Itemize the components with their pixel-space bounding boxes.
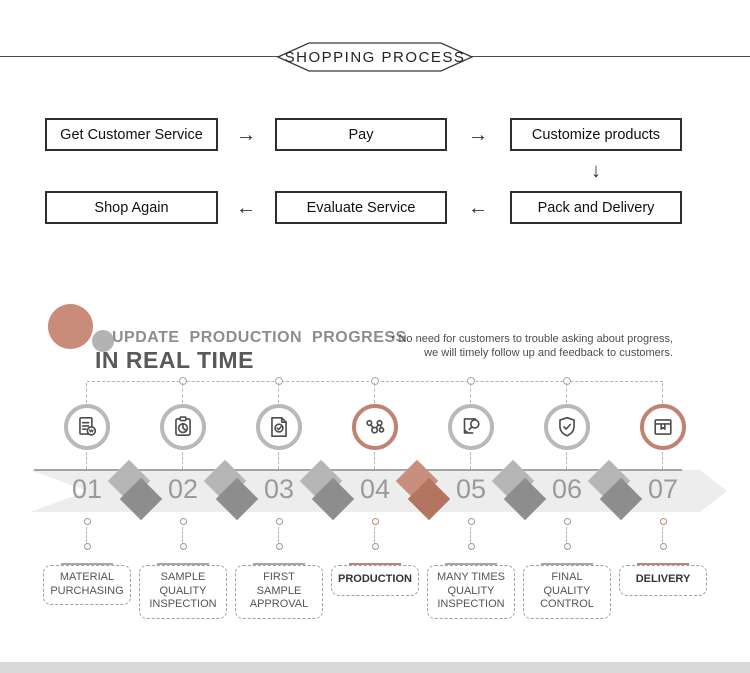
step-label-sample-quality-inspection [139,565,227,619]
timeline-vertical-dash [182,452,183,469]
step-number-07: 07 [647,474,679,504]
step-icon-ring-02 [160,404,206,450]
connector-dash [278,527,279,542]
connector-dot-top [468,518,475,525]
document-list-icon [74,414,100,440]
timeline-vertical-dash [374,383,375,403]
step-number-01: 01 [71,474,103,504]
timeline-vertical-dash [86,383,87,403]
connector-dash [374,527,375,542]
arrow-down-icon: ↓ [591,160,601,182]
arrow-right-icon: → [236,124,256,146]
connector-dash [470,527,471,542]
timeline-vertical-dash [278,452,279,469]
connector-dot-bottom [180,543,187,550]
step-label-final-quality-control [523,565,611,619]
arrow-left-icon: ← [236,197,256,219]
timeline-vertical-dash [86,452,87,469]
banner-hexagon [277,41,473,73]
progress-heading-line1: UPDATE PRODUCTION PROGRESS [112,329,407,346]
step-label-line: QUALITY [543,584,591,597]
timeline-junction-dot [275,377,283,385]
document-search-icon [458,414,484,440]
step-label-many times-quality-inspection [427,565,515,619]
step-label-production [331,565,419,596]
connector-dash [86,527,87,542]
step-number-02: 02 [167,474,199,504]
flow-box-evaluate-service: Evaluate Service [275,191,447,224]
flow-box-get-customer-service: Get Customer Service [45,118,218,151]
step-label-line: APPROVAL [249,598,309,610]
timeline-vertical-dash [278,383,279,403]
step-label-line: SAMPLE [256,584,302,597]
connector-dash [662,527,663,542]
timeline-vertical-dash [470,452,471,469]
timeline-vertical-dash [374,452,375,469]
timeline-junction-dot [371,377,379,385]
flow-box-customize-products: Customize products [510,118,682,151]
timeline-vertical-dash [566,452,567,469]
step-number-03: 03 [263,474,295,504]
step-label-line: QUALITY [447,584,495,597]
connector-dot-bottom [660,543,667,550]
network-nodes-icon [362,414,388,440]
banner-title: SHOPPING PROCESS [284,48,466,66]
step-icon-ring-06 [544,404,590,450]
footer-strip [0,662,750,673]
flow-box-pack-and-delivery: Pack and Delivery [510,191,682,224]
flow-box-shop-again: Shop Again [45,191,218,224]
clipboard-chart-icon [170,414,196,440]
connector-dot-bottom [372,543,379,550]
step-label-line: CONTROL [540,598,594,610]
connector-dot-top [84,518,91,525]
connector-dot-top [372,518,379,525]
progress-heading-line2: IN REAL TIME [95,347,254,373]
timeline-vertical-dash [566,383,567,403]
connector-dot-bottom [276,543,283,550]
step-label-line: PRODUCTION [338,573,412,585]
connector-dash [566,527,567,542]
step-label-line: FINAL [551,571,583,583]
arrow-right-icon: → [468,124,488,146]
step-icon-ring-05 [448,404,494,450]
timeline-junction-dot [179,377,187,385]
step-label-line: INSPECTION [437,598,505,610]
step-icon-ring-04 [352,404,398,450]
connector-dot-top [180,518,187,525]
step-label-line: INSPECTION [149,598,217,610]
connector-dot-bottom [468,543,475,550]
step-label-line: QUALITY [159,584,207,597]
step-icon-ring-07 [640,404,686,450]
connector-dash [182,527,183,542]
timeline-vertical-dash [470,383,471,403]
step-icon-ring-03 [256,404,302,450]
timeline-vertical-dash [662,383,663,403]
document-approved-icon [266,414,292,440]
step-label-line: FIRST [263,571,295,583]
flow-box-pay: Pay [275,118,447,151]
step-number-05: 05 [455,474,487,504]
step-label-first-sample-approval [235,565,323,619]
step-icon-ring-01 [64,404,110,450]
connector-dot-top [564,518,571,525]
connector-dot-bottom [84,543,91,550]
timeline-junction-dot [467,377,475,385]
package-icon [650,414,676,440]
connector-dot-top [276,518,283,525]
step-label-line: DELIVERY [635,573,691,585]
connector-dot-bottom [564,543,571,550]
step-number-06: 06 [551,474,583,504]
step-number-04: 04 [359,474,391,504]
timeline-vertical-dash [662,452,663,469]
progress-note [373,332,673,360]
timeline-junction-dot [563,377,571,385]
step-label-line: PURCHASING [50,584,124,597]
step-label-line: MANY TIMES [436,571,506,583]
step-label-material-purchasing [43,565,131,605]
arrow-left-icon: ← [468,197,488,219]
timeline-vertical-dash [182,383,183,403]
shield-check-icon [554,414,580,440]
step-label-line: SAMPLE [160,571,206,583]
step-label-delivery [619,565,707,596]
progress-note-line1: * No need for customers to trouble asking about progress, [391,333,673,345]
progress-note-line2: we will timely follow up and feedback to customers. [424,347,673,359]
accent-dot [48,304,93,349]
step-label-line: MATERIAL [59,571,115,583]
connector-dot-top [660,518,667,525]
